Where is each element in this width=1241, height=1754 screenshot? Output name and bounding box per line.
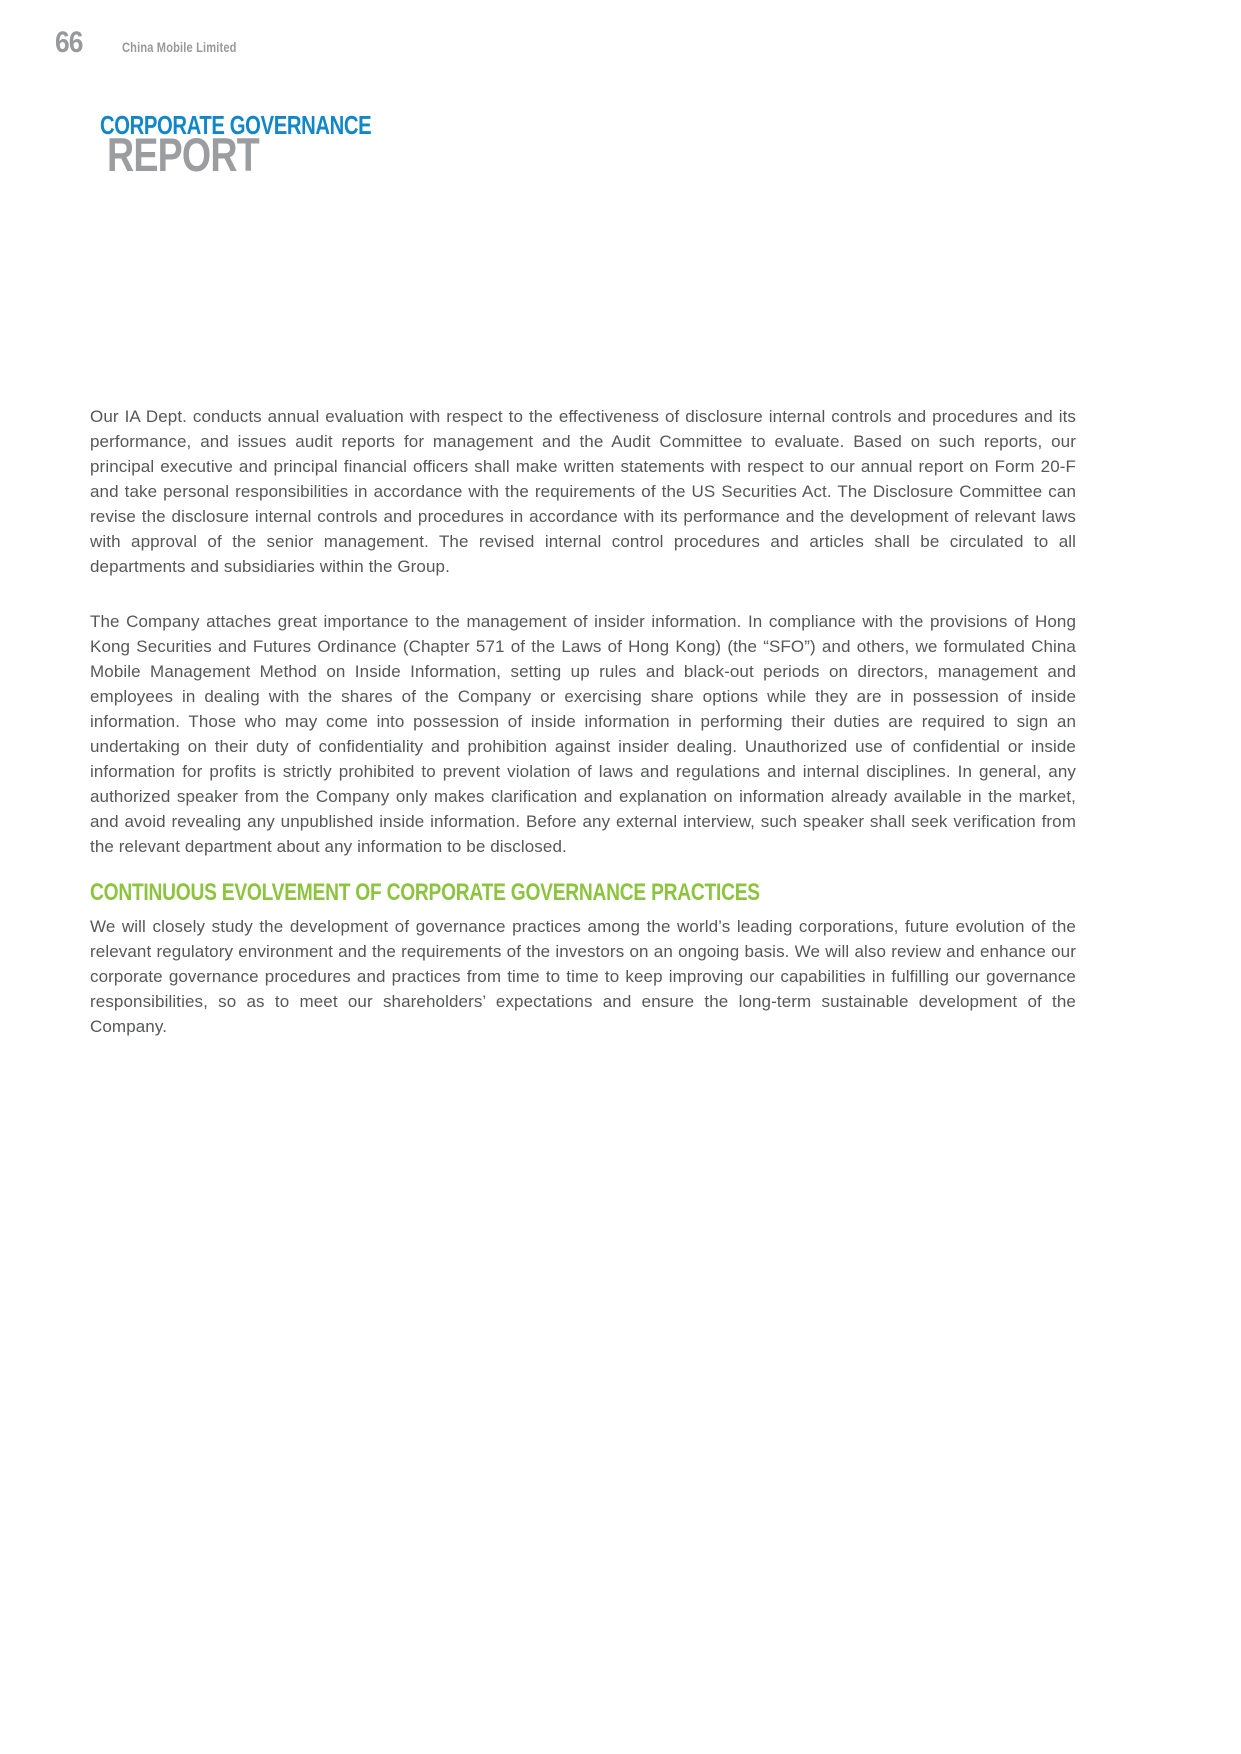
page-number: 66 bbox=[55, 26, 83, 59]
report-title bbox=[90, 112, 510, 182]
paragraph-insider-information: The Company attaches great importance to the management of insider information. In compliance with the provisions of Hong Kong Securities and Futures Ordinance (Chapter 571 of the Laws of Hong Kong) (the “SFO”) and others, we formulated China Mobile Management Method on Inside Information, setting up rules and black-out periods on directors, management and employees in dealing with the shares of the Company or exercising share options while they are in possession of inside information. Those who may come into possession of inside information in performing their duties are required to sign an undertaking on their duty of confidentiality and prohibition against insider dealing. Unauthorized use of confidential or inside information for profits is strictly prohibited to prevent violation of laws and regulations and internal disciplines. In general, any authorized speaker from the Company only makes clarification and explanation on information already available in the market, and avoid revealing any unpublished inside information. Before any external interview, such speaker shall seek verification from the relevant department about any information to be disclosed. bbox=[90, 612, 1076, 856]
report-title-report: REPORT bbox=[107, 128, 259, 181]
section-heading bbox=[90, 880, 1076, 908]
section-heading-text: CONTINUOUS EVOLVEMENT OF CORPORATE GOVERNANCE PRACTICES bbox=[90, 879, 760, 906]
report-title-corporate-governance: CORPORATE GOVERNANCE bbox=[100, 110, 372, 140]
paragraph-disclosure-evaluation: Our IA Dept. conducts annual evaluation with respect to the effectiveness of disclosure internal controls and procedures and its performance, and issues audit reports for management and the Audit Committee to evaluate. Based on such reports, our principal executive and principal financial officers shall make written statements with respect to our annual report on Form 20-F and take personal responsibilities in accordance with the requirements of the US Securities Act. The Disclosure Committee can revise the disclosure internal controls and procedures in accordance with its performance and the development of relevant laws with approval of the senior management. The revised internal control procedures and articles shall be circulated to all departments and subsidiaries within the Group. bbox=[90, 407, 1076, 576]
running-header bbox=[55, 28, 262, 58]
body-content bbox=[90, 404, 1076, 1039]
paragraph-continuous-evolvement: We will closely study the development of governance practices among the world’s leading corporations, future evolution of the relevant regulatory environment and the requirements of the investors on an ongoing basis. We will also review and enhance our corporate governance procedures and practices from time to time to keep improving our capabilities in fulfilling our governance responsibilities, so as to meet our shareholders’ expectations and ensure the long-term sustainable development of the Company. bbox=[90, 917, 1076, 1036]
company-name: China Mobile Limited bbox=[122, 39, 237, 55]
